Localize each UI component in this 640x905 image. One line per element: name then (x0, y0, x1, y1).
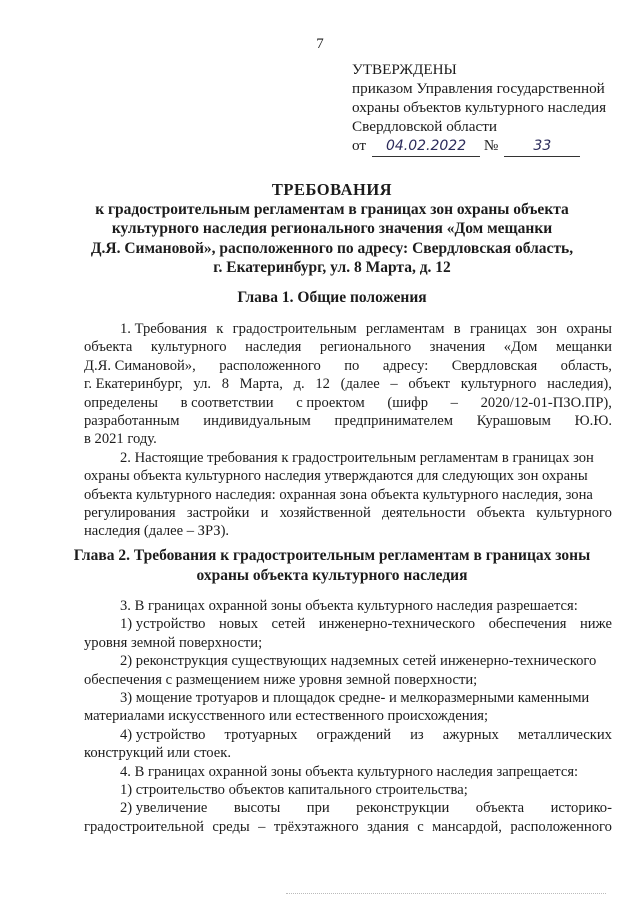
word: по (344, 357, 360, 374)
number-prefix: № (483, 137, 499, 154)
word: зон (536, 321, 558, 337)
word: ул. (193, 376, 212, 393)
word: (далее (340, 376, 380, 393)
word: 1) устройство (120, 616, 206, 633)
word: из (410, 726, 424, 743)
text-line (84, 671, 612, 689)
word: градостроительным (232, 321, 357, 337)
word: конструкций или стоек. (84, 745, 231, 762)
word: уровня земной поверхности; (84, 634, 263, 651)
word: тротуарных (224, 726, 298, 743)
word: в соответствии (180, 394, 274, 411)
text-line (84, 449, 612, 467)
word: охраны (566, 321, 612, 337)
word: определены (84, 394, 158, 411)
chapter-2-heading (60, 546, 604, 585)
text-line (84, 744, 612, 762)
word: охраны объекта культурного наследия утверждаются для следующих зон охраны (84, 468, 588, 485)
word: металлических (517, 726, 612, 743)
word: – (390, 376, 398, 393)
word: расположенного (510, 818, 612, 835)
word: «Дом (503, 339, 538, 356)
word: область, (560, 357, 612, 374)
word: мансардой, (432, 818, 502, 835)
word: с (417, 818, 424, 835)
date-prefix: от (352, 137, 367, 154)
word: 8 (221, 376, 229, 393)
text-line (84, 597, 612, 615)
word: Свердловская (451, 357, 538, 374)
chapter-2-body (84, 597, 612, 836)
approval-block (352, 60, 632, 157)
text-line (84, 320, 612, 338)
chapter-2-heading-line-2: охраны объекта культурного наследия (196, 566, 468, 584)
word: г. Екатеринбург, (84, 376, 183, 393)
approval-line-1: приказом Управления государственной (352, 80, 605, 97)
word: разработанным (84, 413, 180, 430)
word: культурного (460, 376, 537, 393)
word: Курашовым (476, 413, 551, 430)
text-line (84, 338, 612, 356)
word: новых (218, 616, 259, 633)
page-number: 7 (316, 36, 324, 52)
word: 3) мощение тротуаров и площадок средне- и мелкоразмерными каменными (120, 690, 590, 707)
word: адресу: (382, 357, 429, 374)
text-line (84, 357, 612, 375)
page-bottom-rule (286, 893, 606, 894)
word: (шифр (387, 394, 429, 411)
title-line-4: Д.Я. Симановой», расположенного по адресу: Свердловская область, (90, 239, 574, 257)
title-line-1: ТРЕБОВАНИЯ (271, 180, 393, 199)
word: объекта (476, 505, 526, 522)
word: трёхэтажного (273, 818, 359, 835)
date-handwritten: 04.02.2022 (372, 137, 480, 157)
word: 2) увеличение (120, 800, 208, 817)
word: регионального (319, 339, 412, 356)
text-line (84, 615, 612, 633)
text-line (84, 486, 612, 504)
text-line (84, 689, 612, 707)
word: расположенного (219, 357, 321, 374)
word: значения (429, 339, 486, 356)
text-line (84, 634, 612, 652)
word: Ю.Ю. (574, 413, 612, 430)
title-line-3: культурного наследия регионального значения «Дом мещанки (111, 220, 553, 237)
word: индивидуальным (203, 413, 311, 430)
word: и (260, 505, 269, 522)
text-line (84, 799, 612, 817)
word: предпринимателем (334, 413, 453, 430)
word: 1) строительство объектов капитального строительства; (120, 782, 468, 799)
word: объект (408, 376, 451, 393)
word: 4. В границах охранной зоны объекта культурного наследия запрещается: (120, 763, 579, 780)
word: наследия), (547, 376, 612, 393)
word: 2. Настоящие требования к градостроительным регламентам в границах зон (120, 449, 594, 466)
text-line (84, 763, 612, 781)
word: градостроительной (84, 818, 204, 835)
approval-line-3: Свердловской области (352, 118, 497, 135)
word: 2020/12-01-ПЗО.ПР), (480, 394, 612, 411)
word: 3. В границах охранной зоны объекта культурного наследия разрешается: (120, 598, 578, 614)
word: 12 (315, 376, 330, 393)
text-line (84, 652, 612, 670)
word: регламентам (365, 321, 445, 337)
title-line-5: г. Екатеринбург, ул. 8 Марта, д. 12 (213, 259, 451, 276)
text-line (84, 394, 612, 412)
chapter-1-body (84, 320, 612, 541)
chapter-1-heading: Глава 1. Общие положения (237, 289, 427, 306)
word: 1. Требования (120, 321, 207, 337)
word: ажурных (442, 726, 499, 743)
word: культурного (536, 505, 612, 522)
word: мещанки (555, 339, 612, 356)
text-line (84, 818, 612, 836)
word: д. (293, 376, 305, 393)
approval-line-2: охраны объектов культурного наследия (352, 99, 607, 116)
text-line (84, 467, 612, 485)
word: обеспечения с размещением ниже уровня земной поверхности; (84, 671, 478, 688)
word: границах (469, 321, 527, 337)
text-line (84, 781, 612, 799)
word: в (453, 321, 461, 337)
word: среды (212, 818, 250, 835)
word: 4) устройство (120, 726, 206, 743)
word: – (258, 818, 266, 835)
word: в 2021 году. (84, 431, 157, 448)
word: деятельности (381, 505, 466, 522)
word: – (450, 394, 458, 411)
word: наследия (далее – ЗРЗ). (84, 523, 230, 540)
word: Марта, (239, 376, 283, 393)
text-line (84, 412, 612, 430)
word: сетей (271, 616, 306, 633)
word: обеспечения (488, 616, 567, 633)
word: 2) реконструкция существующих надземных сетей инженерно-технического (120, 653, 597, 670)
word: объекта (475, 800, 525, 817)
approval-date-line (352, 136, 632, 157)
word: наследия (245, 339, 302, 356)
word: при (306, 800, 330, 817)
word: объекта культурного наследия: охранная зона объекта культурного наследия, зона (84, 486, 593, 503)
text-line (84, 430, 612, 448)
document-title (60, 180, 604, 278)
text-line (84, 707, 612, 725)
word: хозяйственной (279, 505, 371, 522)
chapter-2-heading-line-1: Глава 2. Требования к градостроительным регламентам в границах зоны (73, 547, 591, 564)
word: к (216, 321, 224, 337)
word: реконструкции (356, 800, 450, 817)
word: застройки (186, 505, 250, 522)
word: ниже (579, 616, 612, 633)
text-line (84, 726, 612, 744)
word: здания (367, 818, 409, 835)
word: Д.Я. Симановой», (84, 357, 196, 374)
word: высоты (233, 800, 281, 817)
title-line-2: к градостроительным регламентам в границах зон охраны объекта (95, 200, 569, 218)
word: регулирования (84, 505, 176, 522)
word: с проектом (296, 394, 365, 411)
word: инженерно-технического (318, 616, 476, 633)
word: материалами искусственного или естественного происхождения; (84, 708, 489, 725)
approval-heading: УТВЕРЖДЕНЫ (352, 61, 457, 78)
word: объекта (84, 339, 133, 356)
word: ограждений (316, 726, 392, 743)
word: историко- (550, 800, 612, 817)
text-line (84, 522, 612, 540)
text-line (84, 375, 612, 393)
text-line (84, 504, 612, 522)
number-handwritten: 33 (504, 137, 580, 157)
word: культурного (150, 339, 227, 356)
